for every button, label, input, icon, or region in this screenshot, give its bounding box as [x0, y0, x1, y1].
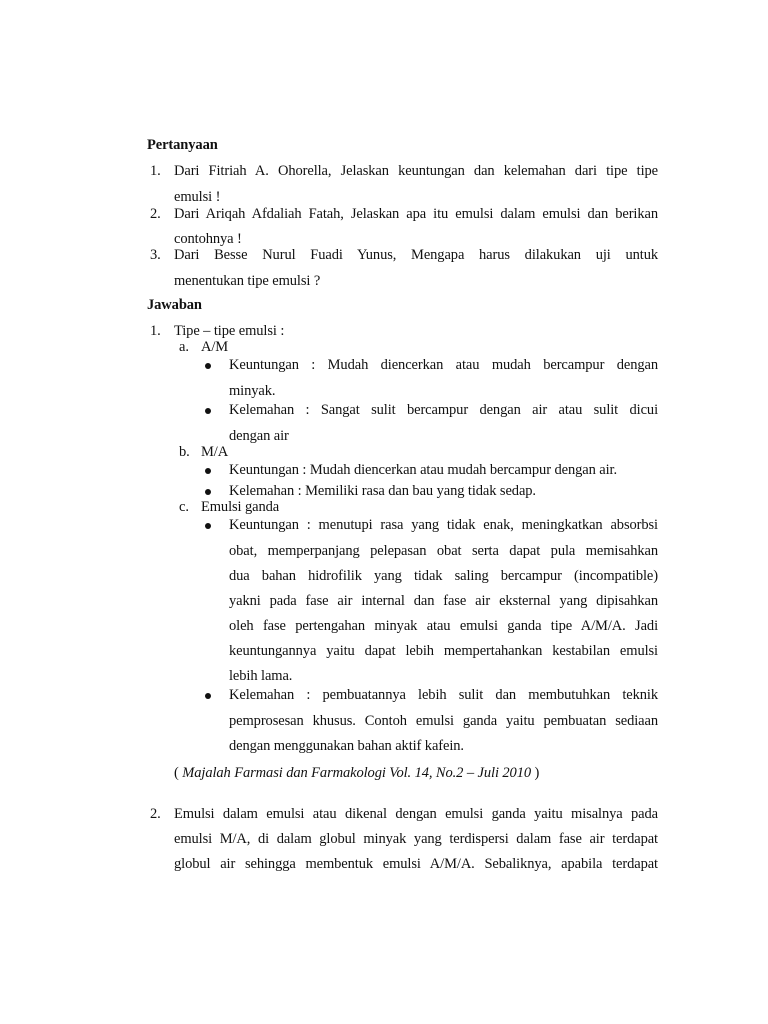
question-1-line-1: Dari Fitriah A. Ohorella, Jelaskan keuntungan dan kelemahan dari tipe tipe [174, 163, 658, 179]
subitem-b-letter: b. [179, 444, 190, 460]
bullet-icon [205, 693, 211, 699]
c-keuntungan-line-6: keuntungannya yaitu dapat lebih mempertahankan kestabilan emulsi [229, 643, 658, 659]
jawaban-heading: Jawaban [147, 297, 202, 313]
subitem-c-letter: c. [179, 499, 189, 515]
question-1-line-2: emulsi ! [174, 189, 221, 205]
question-1-number: 1. [150, 163, 161, 179]
c-kelemahan-line-2: pemprosesan khusus. Contoh emulsi ganda yaitu pembuatan sediaan [229, 713, 658, 729]
citation-close: ) [531, 765, 540, 781]
question-3-line-2: menentukan tipe emulsi ? [174, 273, 321, 289]
bullet-icon [205, 468, 211, 474]
c-keuntungan-line-1: Keuntungan : menutupi rasa yang tidak enak, meningkatkan absorbsi [229, 517, 658, 533]
question-2-line-2: contohnya ! [174, 231, 242, 247]
question-3-number: 3. [150, 247, 161, 263]
answer-1-title: Tipe – tipe emulsi : [174, 323, 285, 339]
a-kelemahan-line-1: Kelemahan : Sangat sulit bercampur dengan air atau sulit dicui [229, 402, 658, 418]
question-2-line-1: Dari Ariqah Afdaliah Fatah, Jelaskan apa itu emulsi dalam emulsi dan berikan [174, 206, 658, 222]
b-kelemahan: Kelemahan : Memiliki rasa dan bau yang tidak sedap. [229, 483, 536, 499]
c-kelemahan-line-1: Kelemahan : pembuatannya lebih sulit dan membutuhkan teknik [229, 687, 658, 703]
bullet-icon [205, 408, 211, 414]
c-keuntungan-line-4: yakni pada fase air internal dan fase air eksternal yang dipisahkan [229, 593, 658, 609]
c-keuntungan-line-3: dua bahan hidrofilik yang tidak saling bercampur (incompatible) [229, 568, 658, 584]
c-keuntungan-line-7: lebih lama. [229, 668, 293, 684]
citation-open: ( [174, 765, 183, 781]
answer-2-line-3: globul air sehingga membentuk emulsi A/M/A. Sebaliknya, apabila terdapat [174, 856, 658, 872]
citation [174, 765, 539, 782]
a-keuntungan-line-1: Keuntungan : Mudah diencerkan atau mudah bercampur dengan [229, 357, 658, 373]
b-keuntungan: Keuntungan : Mudah diencerkan atau mudah bercampur dengan air. [229, 462, 617, 478]
c-kelemahan-line-3: dengan menggunakan bahan aktif kafein. [229, 738, 464, 754]
subitem-a-label: A/M [201, 339, 229, 355]
answer-2-number: 2. [150, 806, 161, 822]
answer-2-line-1: Emulsi dalam emulsi atau dikenal dengan emulsi ganda yaitu misalnya pada [174, 806, 658, 822]
subitem-a-letter: a. [179, 339, 189, 355]
c-keuntungan-line-5: oleh fase pertengahan minyak atau emulsi ganda tipe A/M/A. Jadi [229, 618, 658, 634]
citation-source: Majalah Farmasi dan Farmakologi Vol. 14, No.2 – Juli 2010 [182, 765, 532, 781]
subitem-b-label: M/A [201, 444, 229, 460]
a-keuntungan-line-2: minyak. [229, 383, 276, 399]
bullet-icon [205, 363, 211, 369]
question-3-line-1: Dari Besse Nurul Fuadi Yunus, Mengapa harus dilakukan uji untuk [174, 247, 658, 263]
question-2-number: 2. [150, 206, 161, 222]
bullet-icon [205, 523, 211, 529]
answer-2-line-2: emulsi M/A, di dalam globul minyak yang terdispersi dalam fase air terdapat [174, 831, 658, 847]
pertanyaan-heading: Pertanyaan [147, 137, 218, 153]
a-kelemahan-line-2: dengan air [229, 428, 289, 444]
subitem-c-label: Emulsi ganda [201, 499, 280, 515]
c-keuntungan-line-2: obat, memperpanjang pelepasan obat serta dapat pula memisahkan [229, 543, 658, 559]
bullet-icon [205, 489, 211, 495]
answer-1-number: 1. [150, 323, 161, 339]
